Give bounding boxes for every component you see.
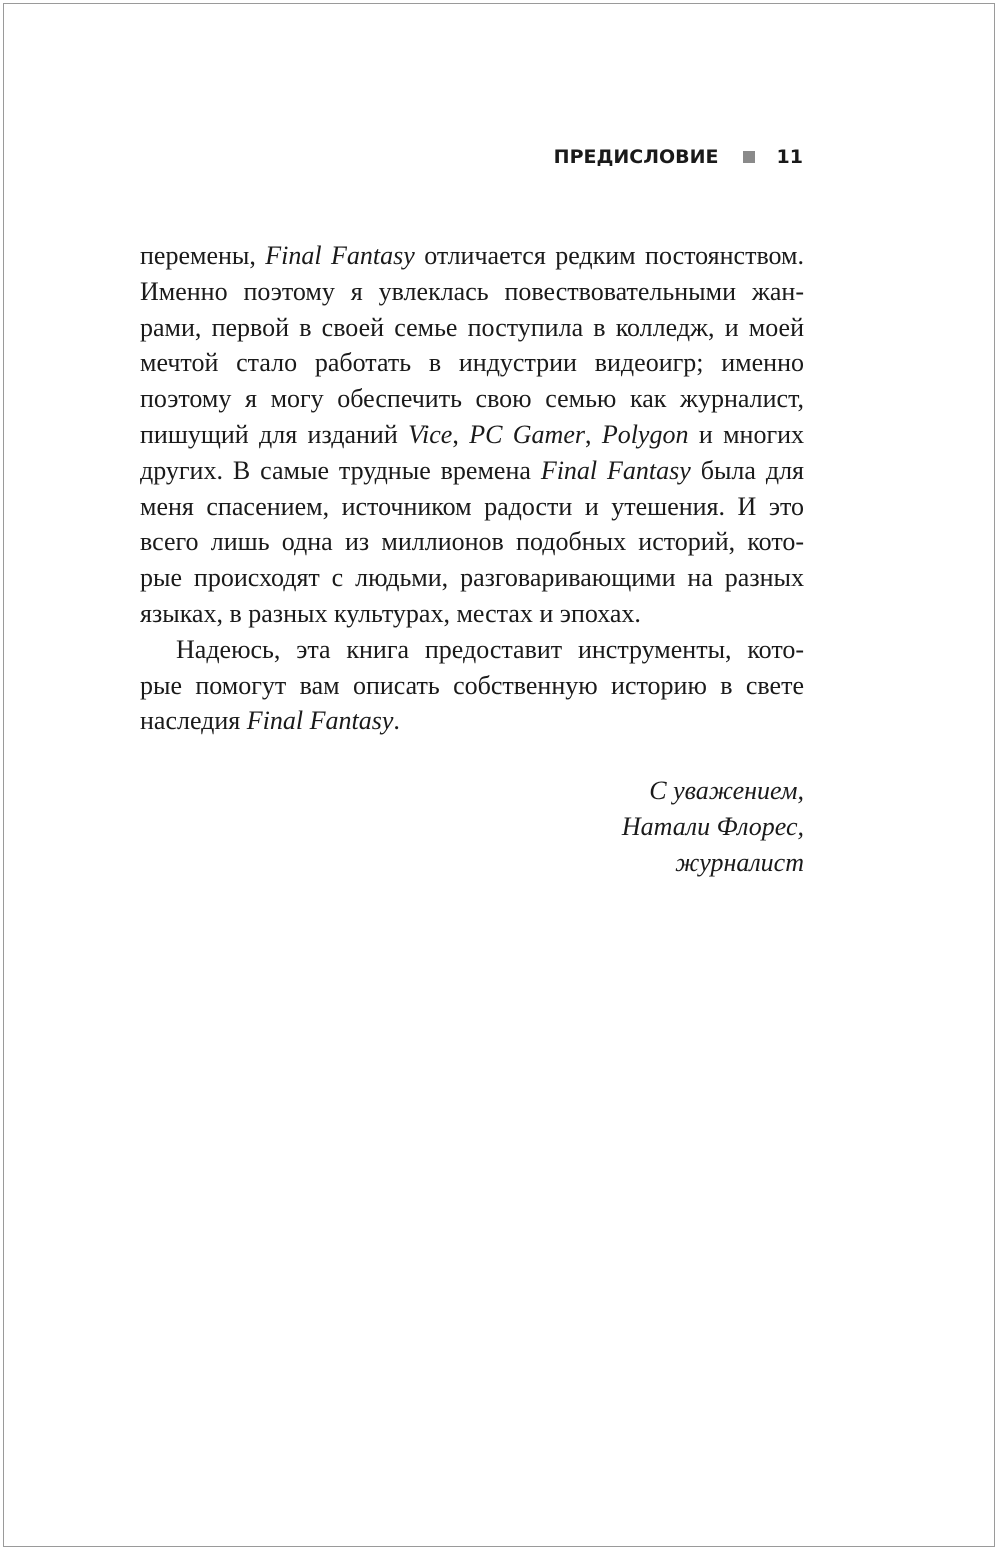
section-title: ПРЕДИСЛОВИЕ <box>553 146 719 168</box>
text-line: рые происходят с людьми, разговаривающими на разных <box>140 563 804 593</box>
signature-role: журналист <box>675 848 804 877</box>
text-line: всего лишь одна из миллионов подобных историй, кото- <box>140 527 804 557</box>
text-line: пишущий для изданий Vice, PC Gamer, Polygon и многих <box>140 419 805 449</box>
text-line: рами, первой в своей семье поступила в колледж, и моей <box>140 312 804 342</box>
signature-block <box>500 773 804 881</box>
text-line: мечтой стало работать в индустрии видеоигр; именно <box>140 348 804 378</box>
text-line: Именно поэтому я увлеклась повествовательными жан- <box>140 276 804 306</box>
text-line: других. В самые трудные времена Final Fantasy была для <box>140 455 804 485</box>
text-line: перемены, Final Fantasy отличается редким постоянством. <box>140 241 805 270</box>
page-number: 11 <box>776 146 803 168</box>
running-head <box>520 142 803 172</box>
text-line: рые помогут вам описать собственную историю в свете <box>140 670 804 700</box>
text-line: Надеюсь, эта книга предоставит инструменты, кото- <box>176 634 804 664</box>
page-border <box>3 3 995 1547</box>
text-line: наследия Final Fantasy. <box>140 706 400 736</box>
signature-closing: С уважением, <box>649 776 804 805</box>
text-line: языках, в разных культурах, местах и эпохах. <box>140 598 641 628</box>
signature-name: Натали Флорес, <box>621 812 804 841</box>
text-line: поэтому я могу обеспечить свою семью как журналист, <box>140 384 804 414</box>
square-bullet-icon <box>743 151 755 163</box>
text-line: меня спасением, источником радости и утешения. И это <box>140 491 804 521</box>
body-text <box>140 238 804 739</box>
